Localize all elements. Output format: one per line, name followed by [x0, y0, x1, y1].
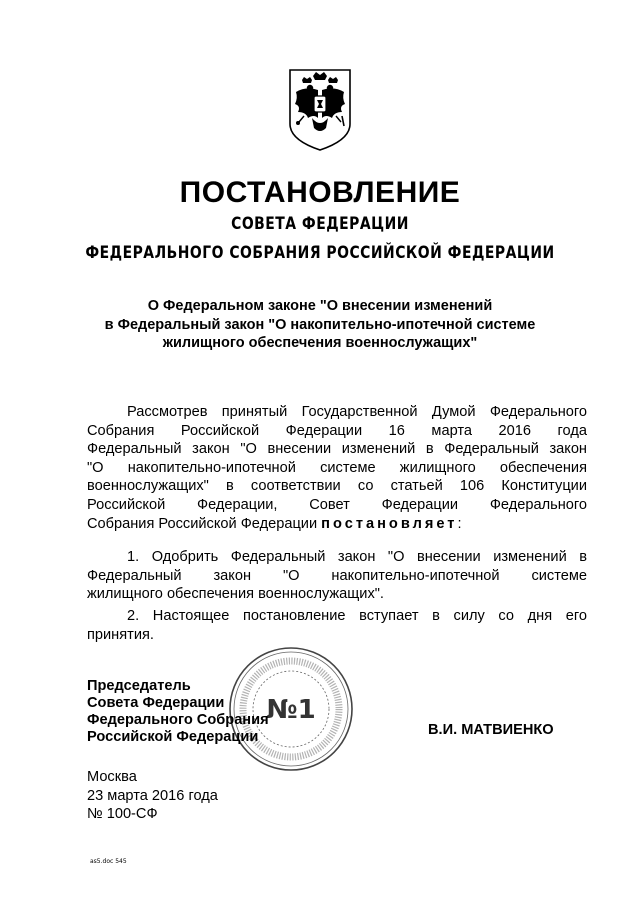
- signatory-title-line: Российской Федерации: [87, 729, 259, 745]
- date: 23 марта 2016 года: [87, 787, 218, 804]
- file-code: as5.doc 545: [90, 858, 127, 865]
- paragraph-colon: :: [457, 515, 462, 532]
- paragraph-line: 1. Одобрить Федеральный закон "О внесении изменений в: [127, 549, 587, 565]
- paragraph-line: Федеральный закон "О накопительно-ипотечной системе: [87, 567, 587, 584]
- paragraph-line: "О накопительно-ипотечной системе жилищного обеспечения: [87, 459, 587, 476]
- subject-line: О Федеральном законе "О внесении изменений: [147, 298, 493, 314]
- preamble-paragraph: [87, 403, 587, 533]
- resolution-item-2: [87, 607, 587, 644]
- signatory-title: [87, 678, 269, 746]
- paragraph-line: [87, 515, 587, 534]
- document-number: № 100-СФ: [87, 806, 158, 823]
- seal-number: №1: [266, 695, 316, 725]
- resolution-item-1: [87, 548, 587, 604]
- paragraph-line: Российской Федерации, Совет Федерации Федерального: [87, 496, 587, 513]
- issuer-line-1: СОВЕТА ФЕДЕРАЦИИ: [231, 214, 409, 234]
- paragraph-line: Собрания Российской Федерации 16 марта 2016 года: [87, 422, 587, 439]
- paragraph-line: принятия.: [87, 626, 154, 643]
- subject-line: жилищного обеспечения военнослужащих": [162, 335, 478, 351]
- issuer-line-2: ФЕДЕРАЛЬНОГО СОБРАНИЯ РОССИЙСКОЙ ФЕДЕРАЦИИ: [85, 243, 555, 263]
- paragraph-line: Федеральный закон "О внесении изменений в Федеральный закон: [87, 441, 587, 458]
- paragraph-line: Рассмотрев принятый Государственной Думой Федерального: [127, 404, 587, 420]
- resolves-keyword: постановляет: [321, 515, 458, 532]
- paragraph-line: 2. Настоящее постановление вступает в силу со дня его: [127, 608, 587, 624]
- signatory-title-line: Совета Федерации: [87, 695, 225, 711]
- paragraph-line: военнослужащих" в соответствии со статьей 106 Конституции: [87, 478, 587, 495]
- place-date-block: [87, 768, 218, 824]
- document-subject: [90, 297, 550, 353]
- coat-of-arms-icon: [286, 66, 354, 152]
- subject-line: в Федеральный закон "О накопительно-ипотечной системе: [104, 316, 536, 333]
- document-title: ПОСТАНОВЛЕНИЕ: [179, 176, 461, 209]
- signatory-title-line: Председатель: [87, 678, 191, 694]
- signatory-title-line: Федерального Собрания: [87, 712, 269, 728]
- city: Москва: [87, 769, 137, 785]
- paragraph-line: жилищного обеспечения военнослужащих".: [87, 586, 384, 603]
- signatory-name: В.И. МАТВИЕНКО: [428, 722, 554, 738]
- paragraph-text: Собрания Российской Федерации: [87, 515, 318, 532]
